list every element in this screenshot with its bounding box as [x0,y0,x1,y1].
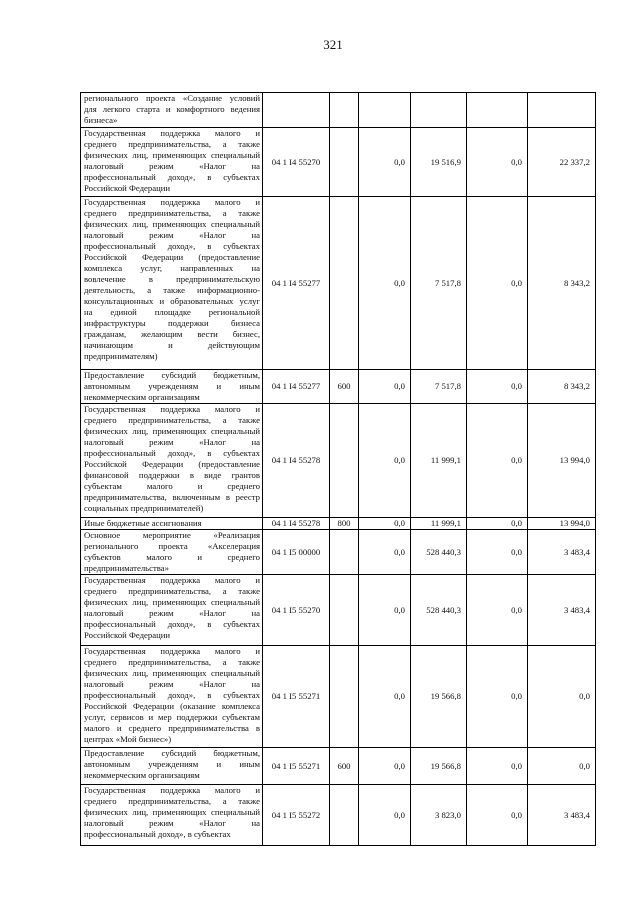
description-line: автономным учреждениям и иным [84,381,260,391]
description-line: налоговый режим «Налог на [84,230,260,240]
value-cell: 0,0 [467,530,528,575]
description-line: среднего предпринимательства, а также [84,139,260,149]
description-line: Российской Федерации (оказание комплекса [84,701,260,711]
description-line: Российской Федерации (предоставление [84,252,260,262]
description-line: Государственная поддержка малого и [84,575,260,585]
table-row [81,748,596,785]
description-line: налоговый режим «Налог на [84,679,260,689]
value-cell: 0,0 [467,128,528,197]
description-line: профессиональный доход», в субъектах [84,829,231,839]
table-row [81,785,596,846]
code-cell: 04 1 I4 55277 [263,370,330,404]
description-line: Российской Федерации (предоставление [84,459,260,469]
description-line: среднего предпринимательства, а также [84,586,260,596]
description-line: комплекса услуг, направленных на [84,263,260,273]
description-line: Государственная поддержка малого и [84,128,260,138]
description-line: финансовой поддержки в виде грантов [84,470,260,480]
value-cell: 0,0 [359,575,411,646]
value-cell: 13 994,0 [528,404,596,518]
description-line: гражданам, желающим вести бизнес, [84,329,260,339]
expense-type-cell [330,128,359,197]
value-cell: 0,0 [359,785,411,846]
description-cell [81,93,263,128]
value-cell: 0,0 [359,518,411,530]
value-cell: 0,0 [528,646,596,748]
value-cell: 0,0 [359,530,411,575]
expense-type-cell [330,197,359,370]
table-row [81,530,596,575]
code-cell: 04 1 I5 55272 [263,785,330,846]
description-line: некоммерческим организациям [84,392,200,402]
value-cell: 0,0 [359,748,411,785]
description-line: автономным учреждениям и иным [84,759,260,769]
description-line: профессиональный доход», в субъектах [84,241,260,251]
description-line: консультационных и образовательных услуг [84,296,260,306]
expense-type-cell: 600 [330,748,359,785]
description-line: физических лиц, применяющих специальный [84,426,260,436]
value-cell: 8 343,2 [528,197,596,370]
description-line: среднего предпринимательства, а также [84,415,260,425]
description-line: Государственная поддержка малого и [84,646,260,656]
description-line: Российской Федерации [84,630,171,640]
description-cell [81,404,263,518]
description-line: инфраструктуры поддержки бизнеса [84,318,260,328]
description-line: предпринимательства, включенным в реестр [84,492,260,502]
description-cell [81,785,263,846]
description-line: некоммерческим организациям [84,770,200,780]
description-cell [81,128,263,197]
expense-type-cell: 600 [330,370,359,404]
description-cell [81,646,263,748]
value-cell: 0,0 [359,404,411,518]
value-cell: 0,0 [359,370,411,404]
value-cell [359,93,411,128]
code-cell: 04 1 I5 55271 [263,748,330,785]
description-line: предпринимателям) [84,351,158,361]
description-line: на единой площадке региональной [84,307,260,317]
value-cell: 0,0 [467,518,528,530]
description-line: физических лиц, применяющих специальный [84,807,260,817]
value-cell: 0,0 [467,748,528,785]
value-cell: 0,0 [359,646,411,748]
value-cell: 19 566,8 [411,748,467,785]
value-cell: 0,0 [359,197,411,370]
description-line: регионального проекта «Создание условий [84,93,260,103]
value-cell: 19 566,8 [411,646,467,748]
description-line: налоговый режим «Налог на [84,437,260,447]
description-line: профессиональный доход», в субъектах [84,172,260,182]
page-number: 321 [323,37,343,52]
description-cell [81,530,263,575]
code-cell: 04 1 I4 55278 [263,404,330,518]
value-cell: 528 440,3 [411,575,467,646]
description-line: Иные бюджетные ассигнования [84,518,202,528]
description-cell [81,197,263,370]
value-cell: 3 823,0 [411,785,467,846]
description-line: Основное мероприятие «Реализация [84,530,260,540]
description-line: Предоставление субсидий бюджетным, [84,748,260,758]
expense-type-cell [330,530,359,575]
description-line: налоговый режим «Налог на [84,608,260,618]
description-cell [81,370,263,404]
value-cell: 0,0 [467,404,528,518]
description-line: Предоставление субсидий бюджетным, [84,370,260,380]
value-cell: 0,0 [467,575,528,646]
description-line: социальных предпринимателей) [84,503,204,513]
description-line: бизнеса» [84,115,118,125]
description-line: профессиональный доход», в субъектах [84,448,260,458]
expense-type-cell [330,575,359,646]
value-cell: 13 994,0 [528,518,596,530]
description-line: предпринимательства» [84,563,169,573]
description-line: Государственная поддержка малого и [84,785,260,795]
description-line: деятельность, а также информационно- [84,285,260,295]
table-row [81,128,596,197]
value-cell: 0,0 [467,646,528,748]
description-line: Российской Федерации [84,183,171,193]
value-cell: 11 999,1 [411,404,467,518]
value-cell: 11 999,1 [411,518,467,530]
description-line: среднего предпринимательства, а также [84,208,260,218]
table-row [81,404,596,518]
description-line: среднего предпринимательства, а также [84,796,260,806]
code-cell: 04 1 I5 55270 [263,575,330,646]
table-row [81,646,596,748]
description-line: субъектов малого и среднего [84,552,260,562]
value-cell: 7 517,8 [411,370,467,404]
value-cell [528,93,596,128]
description-line: для легкого старта и комфортного ведения [84,104,260,114]
value-cell [467,93,528,128]
description-line: профессиональный доход», в субъектах [84,619,260,629]
value-cell: 19 516,9 [411,128,467,197]
description-line: физических лиц, применяющих специальный [84,597,260,607]
table-row [81,93,596,128]
description-line: профессиональный доход», в субъектах [84,690,260,700]
description-line: физических лиц, применяющих специальный [84,150,260,160]
description-line: вовлечение в предпринимательскую [84,274,260,284]
description-line: физических лиц, применяющих специальный [84,668,260,678]
expense-type-cell: 800 [330,518,359,530]
description-line: налоговый режим «Налог на [84,161,260,171]
budget-table [80,92,596,846]
description-cell [81,575,263,646]
table-row [81,518,596,530]
table-row [81,197,596,370]
table-row [81,575,596,646]
value-cell: 8 343,2 [528,370,596,404]
description-cell [81,748,263,785]
value-cell: 0,0 [467,370,528,404]
value-cell: 528 440,3 [411,530,467,575]
value-cell: 3 483,4 [528,575,596,646]
value-cell: 3 483,4 [528,530,596,575]
value-cell: 0,0 [467,785,528,846]
code-cell: 04 1 I5 55271 [263,646,330,748]
expense-type-cell [330,404,359,518]
description-line: физических лиц, применяющих специальный [84,219,260,229]
value-cell: 0,0 [528,748,596,785]
description-line: малого и среднего предпринимательства в [84,723,260,733]
code-cell: 04 1 I5 00000 [263,530,330,575]
value-cell: 7 517,8 [411,197,467,370]
description-line: регионального проекта «Акселерация [84,541,260,551]
table-row [81,370,596,404]
description-cell [81,518,263,530]
description-line: налоговый режим «Налог на [84,818,260,828]
code-cell [263,93,330,128]
value-cell: 0,0 [359,128,411,197]
value-cell: 0,0 [467,197,528,370]
expense-type-cell [330,646,359,748]
description-line: Государственная поддержка малого и [84,197,260,207]
description-line: Государственная поддержка малого и [84,404,260,414]
code-cell: 04 1 I4 55278 [263,518,330,530]
expense-type-cell [330,93,359,128]
description-line: центрах «Мой бизнес») [84,734,172,744]
value-cell: 22 337,2 [528,128,596,197]
code-cell: 04 1 I4 55270 [263,128,330,197]
description-line: начинающим и действующим [84,340,260,350]
value-cell [411,93,467,128]
description-line: среднего предпринимательства, а также [84,657,260,667]
description-line: субъектам малого и среднего [84,481,260,491]
expense-type-cell [330,785,359,846]
table-body [81,93,596,846]
description-line: услуг, сервисов и мер поддержки субъектам [84,712,260,722]
value-cell: 3 483,4 [528,785,596,846]
code-cell: 04 1 I4 55277 [263,197,330,370]
